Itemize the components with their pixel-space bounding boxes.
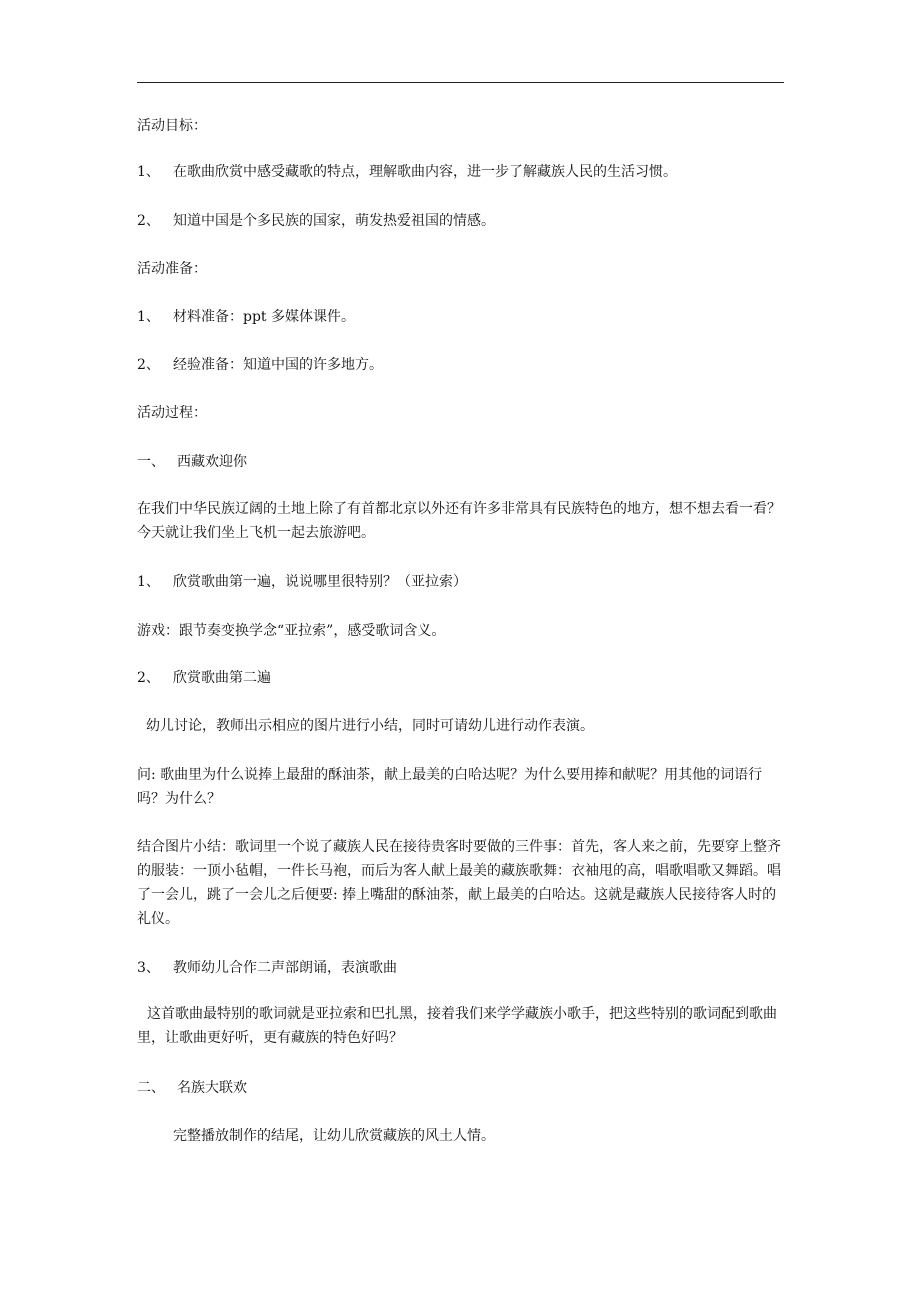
lyrics-paragraph: 这首歌曲最特别的歌词就是亚拉索和巴扎黑，接着我们来学学藏族小歌手，把这些特别的歌词配到歌曲里，让歌曲更好听，更有藏族的特色好吗？ bbox=[137, 1006, 777, 1046]
prep-item-1 bbox=[137, 306, 787, 328]
question-paragraph: 问: 歌曲里为什么说捧上最甜的酥油茶，献上最美的白哈达呢？为什么要用捧和献呢？用其他的词语行吗？为什么？ bbox=[137, 767, 763, 807]
ending-paragraph: 完整播放制作的结尾，让幼儿欣赏藏族的风土人情。 bbox=[173, 1128, 495, 1144]
section-2-title: 名族大联欢 bbox=[177, 1080, 247, 1096]
game-paragraph: 游戏：跟节奏变换学念“亚拉索”，感受歌词含义。 bbox=[137, 623, 446, 639]
section-2-heading bbox=[137, 1077, 787, 1099]
step-3-number: 3、 bbox=[137, 960, 160, 976]
goal-heading: 活动目标： bbox=[137, 118, 207, 134]
process-heading: 活动过程： bbox=[137, 405, 207, 421]
section-2-number: 二、 bbox=[137, 1080, 165, 1096]
prep-item-2-text: 经验准备：知道中国的许多地方。 bbox=[173, 357, 383, 373]
goal-item-1-number: 1、 bbox=[137, 164, 160, 180]
header-rule bbox=[137, 82, 784, 83]
prep-item-1-number: 1、 bbox=[137, 309, 160, 325]
prep-item-2 bbox=[137, 354, 787, 376]
section-1-title: 西藏欢迎你 bbox=[177, 454, 247, 470]
step-1-text: 欣赏歌曲第一遍，说说哪里很特别？（亚拉索） bbox=[173, 574, 467, 590]
goal-item-2-number: 2、 bbox=[137, 213, 160, 229]
goal-item-2-text: 知道中国是个多民族的国家，萌发热爱祖国的情感。 bbox=[173, 213, 495, 229]
prep-item-1-text: 材料准备：ppt 多媒体课件。 bbox=[173, 309, 355, 325]
section-1-number: 一、 bbox=[137, 454, 165, 470]
prep-heading: 活动准备： bbox=[137, 261, 207, 277]
step-3 bbox=[137, 957, 787, 979]
summary-paragraph: 结合图片小结：歌词里一个说了藏族人民在接待贵客时要做的三件事：首先，客人来之前，先要穿上整齐的服装：一顶小毡帽，一件长马袍，而后为客人献上最美的藏族歌舞：衣袖甩的高，唱歌唱歌又舞蹈。唱了一会儿，跳了一会儿之后便要: 捧上嘴甜的酥油茶，献上最美的白哈达。这就是藏族人民接待客人时的礼仪。 bbox=[137, 839, 781, 927]
discussion-paragraph: 幼儿讨论，教师出示相应的图片进行小结，同时可请幼儿进行动作表演。 bbox=[146, 718, 594, 734]
section-1-intro: 在我们中华民族辽阔的土地上除了有首都北京以外还有许多非常具有民族特色的地方，想不想去看一看？今天就让我们坐上飞机一起去旅游吧。 bbox=[137, 501, 781, 541]
prep-item-2-number: 2、 bbox=[137, 357, 160, 373]
step-1 bbox=[137, 571, 787, 593]
step-2-text: 欣赏歌曲第二遍 bbox=[173, 670, 271, 686]
goal-item-1-text: 在歌曲欣赏中感受藏歌的特点，理解歌曲内容，进一步了解藏族人民的生活习惯。 bbox=[173, 164, 677, 180]
step-2 bbox=[137, 667, 787, 689]
step-2-number: 2、 bbox=[137, 670, 160, 686]
goal-item-2 bbox=[137, 210, 787, 232]
section-1-heading bbox=[137, 451, 787, 473]
step-3-text: 教师幼儿合作二声部朗诵，表演歌曲 bbox=[173, 960, 397, 976]
goal-item-1 bbox=[137, 161, 787, 183]
step-1-number: 1、 bbox=[137, 574, 160, 590]
